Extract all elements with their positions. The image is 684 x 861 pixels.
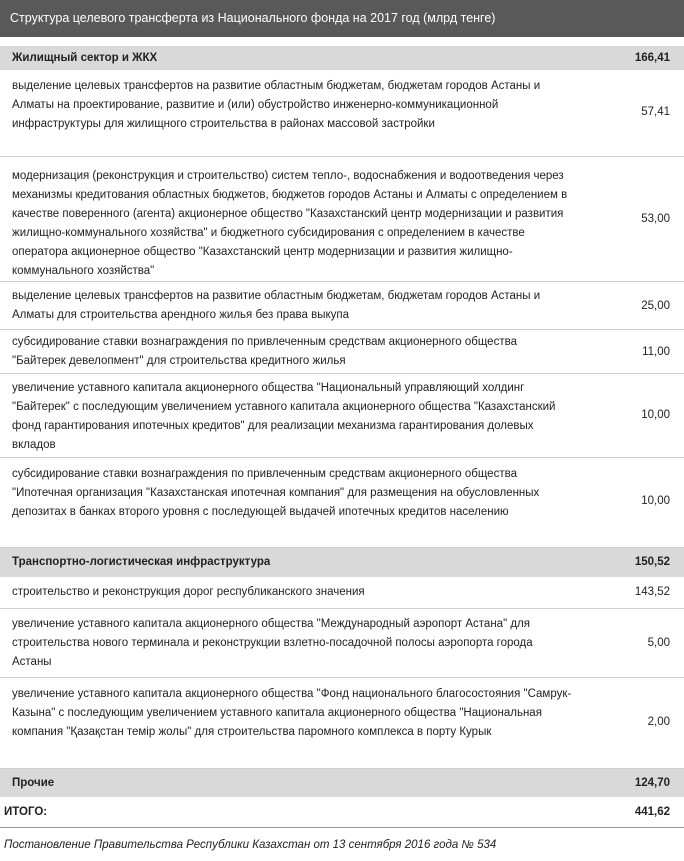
row-description: увеличение уставного капитала акционерного общества "Фонд национального благосостояния "Самрук-Казына" с последующим увеличением уставного капитала акционерного общества "Национальная компания "Қазақстан темір жолы" для строительства паромного комплекса в порту Курык <box>12 688 572 738</box>
table-row <box>0 374 684 458</box>
section-name: Жилищный сектор и ЖКХ <box>12 52 158 64</box>
section-total: 124,70 <box>634 777 670 789</box>
table-row <box>0 678 684 769</box>
section-header-other <box>0 769 684 797</box>
table-title: Структура целевого трансферта из Национального фонда на 2017 год (млрд тенге) <box>0 0 684 37</box>
grand-total-row <box>0 797 684 828</box>
table-row <box>0 609 684 678</box>
row-description: субсидирование ставки вознаграждения по привлеченным средствам акционерного общества "Ипотечная организация "Казахстанская ипотечная компания" для размещения на обусловленных депозитах в банках второго уровня с последующей выдачей ипотечных кредитов населению <box>12 468 540 518</box>
table-row <box>0 458 684 548</box>
row-value: 10,00 <box>641 409 670 421</box>
table-row <box>0 577 684 609</box>
row-description: увеличение уставного капитала акционерного общества "Национальный управляющий холдинг "Байтерек" с последующим увеличением уставного капитала акционерного общества "Казахстанский фонд гарантирования ипотечных кредитов" для реализации механизма гарантирования долевых вкладов <box>12 382 556 451</box>
row-value: 5,00 <box>647 637 670 649</box>
row-description: выделение целевых трансфертов на развитие областным бюджетам, бюджетам городов Астаны и Алматы для строительства арендного жилья без права выкупа <box>12 290 541 321</box>
section-total: 150,52 <box>634 556 670 568</box>
grand-total-label: ИТОГО: <box>4 806 48 818</box>
row-description: увеличение уставного капитала акционерного общества "Международный аэропорт Астана" для строительства нового терминала и реконструкции взлетно-посадочной полосы аэропорта города Астаны <box>12 618 533 668</box>
row-value: 143,52 <box>634 586 670 598</box>
row-description: строительство и реконструкция дорог республиканского значения <box>12 586 365 598</box>
row-value: 53,00 <box>641 213 670 225</box>
section-total: 166,41 <box>634 52 670 64</box>
row-description: субсидирование ставки вознаграждения по привлеченным средствам акционерного общества "Байтерек девелопмент" для строительства кредитного жилья <box>12 336 517 367</box>
row-value: 57,41 <box>641 106 670 118</box>
row-description: модернизация (реконструкция и строительство) систем тепло-, водоснабжения и водоотведения через механизмы кредитования областных бюджетов, бюджетов городов Астаны и Алматы с определением в качестве поверенного (агента) акционерное общество "Казахстанский центр модернизации и развития жилищно-коммунального хозяйства" и бюджетного субсидирования с определением в качестве оператора акционерное общество "Казахстанский центр модернизации и развития жилищно-коммунального хозяйства" <box>12 170 568 277</box>
grand-total-value: 441,62 <box>634 806 670 818</box>
row-value: 11,00 <box>642 346 670 358</box>
table-row <box>0 70 684 157</box>
section-name: Транспортно-логистическая инфраструктура <box>12 556 271 568</box>
section-header-transport <box>0 548 684 577</box>
row-value: 10,00 <box>641 495 670 507</box>
row-value: 2,00 <box>647 716 670 728</box>
table-row <box>0 282 684 330</box>
source-footnote: Постановление Правительства Республики Казахстан от 13 сентября 2016 года № 534 <box>4 839 497 851</box>
row-value: 25,00 <box>641 300 670 312</box>
table-row <box>0 330 684 374</box>
row-description: выделение целевых трансфертов на развитие областным бюджетам, бюджетам городов Астаны и Алматы на проектирование, развитие и (или) обустройство инженерно-коммуникационной инфраструктуры для жилищного строительства в районах массовой застройки <box>12 80 541 130</box>
section-header-housing <box>0 46 684 70</box>
section-name: Прочие <box>12 777 55 789</box>
table-row <box>0 157 684 282</box>
